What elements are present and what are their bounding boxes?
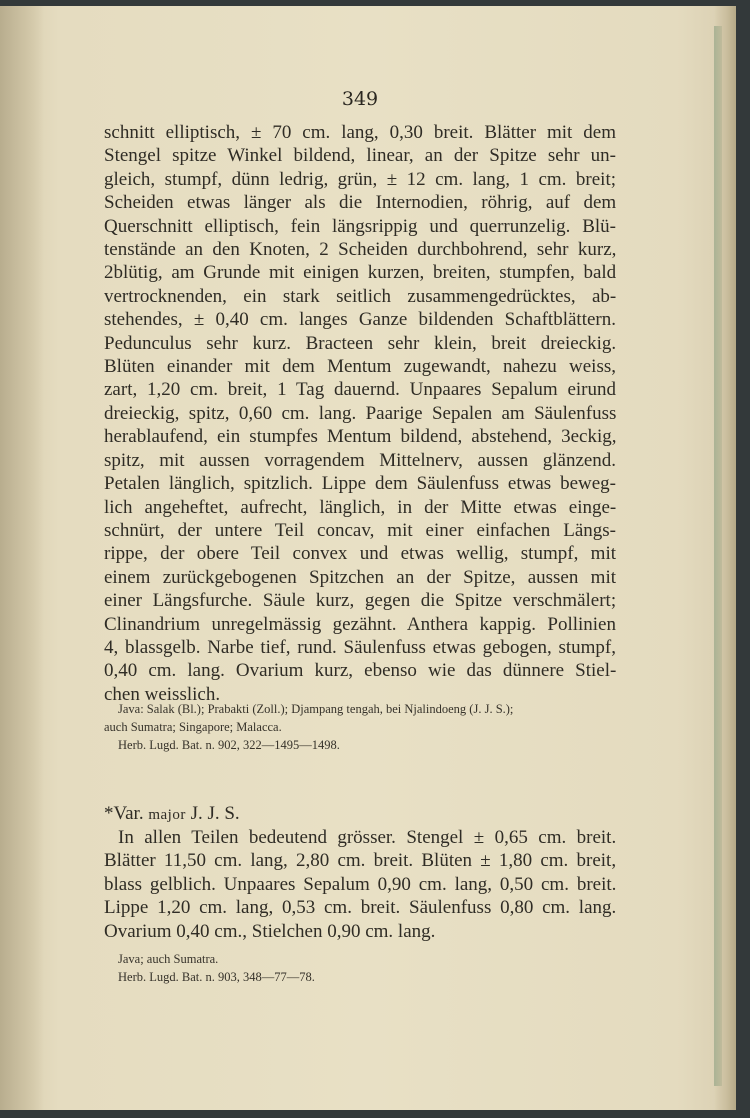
distribution-note [104, 700, 618, 754]
text-line: schnitt elliptisch, ± 70 cm. lang, 0,30 breit. Blätter mit dem [104, 122, 616, 143]
note-line: Java; auch Sumatra. [118, 952, 219, 966]
text-line: 2blütig, am Grunde mit einigen kurzen, breiten, stumpfen, bald [104, 262, 617, 284]
text-line: Querschnitt elliptisch, fein längsrippig und querrunzelig. Blü- [104, 215, 616, 237]
variety-name: major [148, 807, 186, 823]
text-line: Lippe 1,20 cm. lang, 0,53 cm. breit. Säulenfuss 0,80 cm. lang. [104, 897, 617, 919]
text-line: Ovarium 0,40 cm., Stielchen 0,90 cm. lang. [104, 920, 436, 942]
page-spine-shadow [0, 6, 44, 1110]
text-line: herablaufend, ein stumpfes Mentum bildend, abstehend, 3eckig, [104, 426, 617, 448]
text-line: vertrocknenden, ein stark seitlich zusammengedrücktes, ab- [104, 285, 617, 307]
variety-distribution-note [118, 950, 618, 986]
text-line: tenstände an den Knoten, 2 Scheiden durchbohrend, sehr kurz, [104, 239, 617, 261]
text-line: 4, blassgelb. Narbe tief, rund. Säulenfuss etwas gebogen, stumpf, [104, 636, 617, 658]
text-line: Blüten einander mit dem Mentum zugewandt, nahezu weiss, [104, 356, 616, 378]
note-line: Herb. Lugd. Bat. n. 903, 348—77—78. [118, 970, 315, 984]
note-line: Herb. Lugd. Bat. n. 902, 322—1495—1498. [118, 738, 340, 752]
text-line: Pedunculus sehr kurz. Bracteen sehr klein, breit dreieckig. [104, 332, 617, 354]
text-line: zart, 1,20 cm. breit, 1 Tag dauernd. Unpaares Sepalum eirund [104, 379, 616, 401]
text-line: rippe, der obere Teil convex und etwas wellig, stumpf, mit [104, 543, 616, 565]
text-line: einem zurückgebogenen Spitzchen an der Spitze, aussen mit [104, 566, 617, 588]
text-line: Petalen länglich, spitzlich. Lippe dem Säulenfuss etwas beweg- [104, 473, 616, 495]
text-line: Clinandrium unregelmässig gezähnt. Anthera kappig. Pollinien [104, 613, 616, 635]
text-line: 0,40 cm. lang. Ovarium kurz, ebenso wie das dünnere Stiel- [104, 660, 617, 682]
variety-author: J. J. S. [190, 803, 240, 824]
text-line: schnürt, der untere Teil concav, mit einer einfachen Längs- [104, 519, 616, 541]
text-line: Stengel spitze Winkel bildend, linear, an der Spitze sehr un- [104, 145, 616, 167]
note-line: Java: Salak (Bl.); Prabakti (Zoll.); Djampang tengah, bei Njalindoeng (J. J. S.); [118, 702, 514, 716]
note-line: auch Sumatra; Singapore; Malacca. [104, 720, 282, 734]
text-line: In allen Teilen bedeutend grösser. Stengel ± 0,65 cm. breit. [118, 827, 617, 848]
text-line: lich angeheftet, aufrecht, länglich, in der Mitte etwas einge- [104, 496, 617, 518]
text-line: chen weisslich. [104, 683, 221, 705]
text-line: Scheiden etwas länger als die Internodien, röhrig, auf dem [104, 192, 617, 214]
variety-prefix: *Var. [104, 803, 144, 824]
text-line: Blätter 11,50 cm. lang, 2,80 cm. breit. Blüten ± 1,80 cm. breit, [104, 850, 617, 872]
page-edge-shadow [714, 6, 736, 1110]
text-line: spitz, mit aussen vorragendem Mittelnerv, aussen glänzend. [104, 449, 617, 471]
page-number: 349 [341, 88, 379, 110]
text-line: dreieckig, spitz, 0,60 cm. lang. Paarige Sepalen am Säulenfuss [104, 402, 617, 424]
main-description [104, 121, 616, 706]
text-line: gleich, stumpf, dünn ledrig, grün, ± 12 cm. lang, 1 cm. breit; [104, 168, 617, 190]
text-line: stehendes, ± 0,40 cm. langes Ganze bildenden Schaftblättern. [104, 309, 616, 331]
text-line: einer Längsfurche. Säule kurz, gegen die Spitze verschmälert; [104, 590, 617, 612]
variety-heading [104, 803, 240, 825]
text-line: blass gelblich. Unpaares Sepalum 0,90 cm. lang, 0,50 cm. breit. [104, 873, 617, 895]
variety-description [104, 826, 617, 943]
